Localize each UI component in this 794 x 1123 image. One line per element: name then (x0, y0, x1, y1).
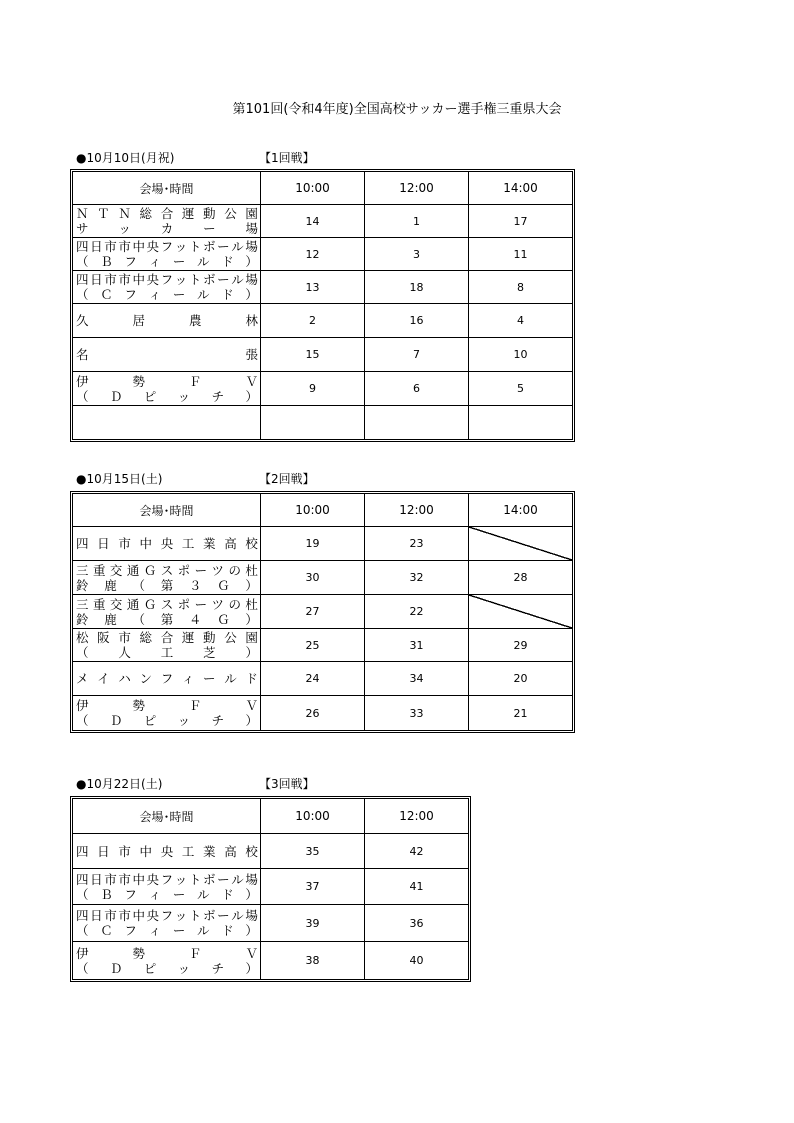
venue-time-header: 会場･時間 (73, 494, 261, 527)
match-number-cell: 30 (261, 561, 365, 595)
page-title: 第101回(令和4年度)全国高校サッカー選手権三重県大会 (232, 102, 562, 117)
venue-name-line: （ Ｄ ピ ッ チ ） (76, 388, 258, 404)
venue-cell (73, 834, 261, 869)
venue-name-line: 伊 勢 Ｆ Ｖ (76, 698, 258, 713)
table-row (73, 527, 572, 561)
match-number-cell: 13 (261, 271, 365, 304)
match-number-cell: 27 (261, 595, 365, 629)
table-row (73, 406, 572, 439)
venue-name-line: （ Ｃ フ ィ ー ル ド ） (76, 923, 258, 938)
match-number-cell: 33 (365, 696, 469, 730)
table-row (73, 834, 468, 869)
table-row (73, 942, 468, 979)
table-header-row (73, 799, 468, 834)
venue-name-line: 久 居 農 林 (76, 313, 258, 328)
table-row (73, 561, 572, 595)
table-row (73, 372, 572, 406)
section-round: 【1回戦】 (259, 151, 315, 165)
section-round: 【2回戦】 (259, 472, 315, 486)
venue-cell (73, 406, 261, 439)
venue-cell (73, 595, 261, 629)
match-number-cell: 11 (469, 238, 572, 271)
table-row (73, 696, 572, 730)
table-header-row (73, 494, 572, 527)
venue-cell (73, 372, 261, 406)
match-number-cell: 12 (261, 238, 365, 271)
match-number-cell: 21 (513, 706, 528, 720)
match-number-cell: 9 (261, 372, 365, 406)
match-number-cell: 14 (261, 205, 365, 238)
match-number-cell: 8 (469, 271, 572, 304)
venue-name-line: 四 日 市 市 中 央 フ ッ ト ボ ー ル 場 (76, 871, 258, 887)
match-number-cell: 23 (365, 527, 469, 561)
match-number-cell: 26 (261, 696, 365, 730)
venue-cell (73, 338, 261, 372)
venue-cell (73, 527, 261, 561)
match-number-cell: 36 (365, 905, 468, 942)
venue-name-line: （ 人 工 芝 ） (76, 645, 258, 660)
section-round: 【3回戦】 (259, 777, 315, 791)
time-slot-header: 14:00 (469, 172, 572, 205)
venue-cell (73, 304, 261, 338)
venue-name-line: Ｎ Ｔ Ｎ 総 合 運 動 公 園 (76, 206, 258, 221)
table-row (73, 869, 468, 905)
match-number-cell (469, 406, 572, 439)
table-row (73, 271, 572, 304)
match-number-cell: 10 (469, 338, 572, 372)
match-number-cell: 34 (365, 662, 469, 696)
match-number-cell: 25 (261, 629, 365, 662)
match-number-cell: 28 (469, 561, 572, 595)
match-number-cell: 22 (365, 595, 469, 629)
venue-name-line: サ ッ カ ー 場 (76, 221, 258, 236)
section-date: ●10月10日(月祝) (76, 151, 175, 165)
venue-name-line: 伊 勢 Ｆ Ｖ (76, 945, 258, 961)
venue-cell (73, 238, 261, 271)
match-number-cell: 16 (365, 304, 469, 338)
match-number-cell: 18 (365, 271, 469, 304)
match-number-cell: 24 (261, 662, 365, 696)
match-number-cell: 17 (469, 205, 572, 238)
time-slot-header: 10:00 (261, 799, 365, 834)
match-number-cell: 38 (261, 942, 365, 979)
table-header-row (73, 172, 572, 205)
venue-name-line: 四 日 市 中 央 工 業 高 校 (76, 843, 258, 859)
match-number-cell: 20 (469, 662, 572, 696)
venue-name-line: 鈴 鹿 （ 第 ３ Ｇ ） (76, 577, 258, 593)
venue-name-line: 三 重 交 通 Ｇ ス ポ ー ツ の 杜 (76, 562, 258, 578)
match-number-cell: 41 (365, 869, 468, 905)
match-number-cell: 1 (365, 205, 469, 238)
venue-name-line: メ イ ハ ン フ ィ ー ル ド (76, 671, 258, 686)
venue-cell (73, 205, 261, 238)
table-row (73, 905, 468, 942)
venue-name-line: 四 日 市 市 中 央 フ ッ ト ボ ー ル 場 (76, 239, 258, 254)
match-number-cell: 35 (261, 834, 365, 869)
venue-name-line: （ Ｄ ピ ッ チ ） (76, 960, 258, 976)
venue-name-line: （ Ｄ ピ ッ チ ） (76, 713, 258, 728)
time-slot-header: 12:00 (365, 494, 469, 527)
venue-name-line: 伊 勢 Ｆ Ｖ (76, 373, 258, 389)
section-date: ●10月15日(土) (76, 472, 163, 486)
match-number-cell: 7 (365, 338, 469, 372)
venue-name-line: 鈴 鹿 （ 第 ４ Ｇ ） (76, 611, 258, 627)
table-row (73, 595, 572, 629)
venue-cell (73, 561, 261, 595)
table-row (73, 304, 572, 338)
match-number-cell: 15 (261, 338, 365, 372)
table-row (73, 629, 572, 662)
match-number-cell: 32 (365, 561, 469, 595)
time-slot-header: 12:00 (365, 172, 469, 205)
venue-name-line: 四 日 市 市 中 央 フ ッ ト ボ ー ル 場 (76, 272, 258, 287)
venue-time-header: 会場･時間 (73, 172, 261, 205)
time-slot-header: 10:00 (261, 494, 365, 527)
time-slot-header: 10:00 (261, 172, 365, 205)
match-number-cell: 5 (469, 372, 572, 406)
match-number-cell: 6 (365, 372, 469, 406)
venue-name-line: 三 重 交 通 Ｇ ス ポ ー ツ の 杜 (76, 596, 258, 612)
venue-cell (73, 271, 261, 304)
venue-cell (73, 696, 261, 730)
venue-name-line: 松 阪 市 総 合 運 動 公 園 (76, 630, 258, 645)
time-slot-header: 14:00 (469, 494, 572, 527)
table-row (73, 338, 572, 372)
match-number-cell: 40 (409, 954, 424, 967)
venue-name-line: 名 張 (76, 347, 258, 362)
no-match-slash-cell (469, 595, 572, 629)
venue-name-line: （ Ｃ フ ィ ー ル ド ） (76, 287, 258, 302)
venue-name-line: 四 日 市 中 央 工 業 高 校 (76, 536, 258, 551)
match-number-cell: 3 (365, 238, 469, 271)
venue-name-line: （ Ｂ フ ィ ー ル ド ） (76, 886, 258, 902)
venue-cell (73, 869, 261, 905)
venue-time-header: 会場･時間 (73, 799, 261, 834)
venue-cell (73, 629, 261, 662)
match-number-cell: 2 (261, 304, 365, 338)
schedule-table-round3 (70, 796, 471, 982)
time-slot-header: 12:00 (365, 799, 468, 834)
schedule-table-round1 (70, 169, 575, 442)
venue-cell (73, 905, 261, 942)
venue-name-line: （ Ｂ フ ィ ー ル ド ） (76, 254, 258, 269)
schedule-table-round2 (70, 491, 575, 733)
match-number-cell: 31 (365, 629, 469, 662)
table-row (73, 238, 572, 271)
match-number-cell: 4 (469, 304, 572, 338)
match-number-cell (261, 406, 365, 439)
venue-cell (73, 662, 261, 696)
venue-name-line: 四 日 市 市 中 央 フ ッ ト ボ ー ル 場 (76, 908, 258, 923)
match-number-cell: 39 (261, 905, 365, 942)
match-number-cell: 37 (261, 869, 365, 905)
venue-cell (73, 942, 261, 979)
section-date: ●10月22日(土) (76, 777, 163, 791)
match-number-cell: 42 (365, 834, 468, 869)
table-row (73, 205, 572, 238)
match-number-cell: 29 (469, 629, 572, 662)
no-match-slash-cell (469, 527, 572, 561)
match-number-cell (365, 406, 469, 439)
table-row (73, 662, 572, 696)
match-number-cell: 19 (261, 527, 365, 561)
